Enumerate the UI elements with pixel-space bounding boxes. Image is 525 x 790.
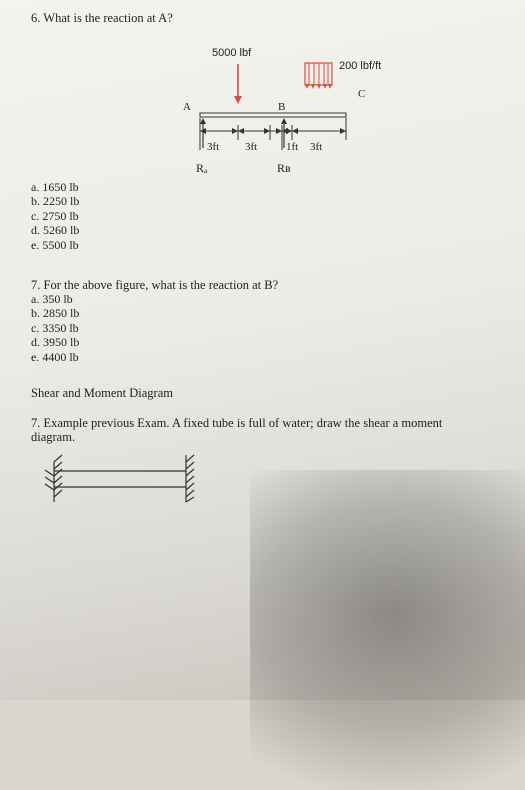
question-7b-line-1: 7. Example previous Exam. A fixed tube is full of water; draw the shear a moment [31,416,443,430]
q6-choice-a[interactable]: a. 1650 lb [31,180,79,194]
q6-choice-b[interactable]: b. 2250 lb [31,194,80,209]
question-6: 6. What is the reaction at A? [31,11,173,25]
dim-label-1: 3ft [207,141,220,153]
point-load-label: 5000 lbf [212,47,252,59]
q6-choice-c[interactable]: c. 2750 lb [31,208,79,223]
reaction-a-label: Rₐ [196,161,208,175]
point-a-label: A [183,101,191,113]
q7-choice-a[interactable]: a. 350 lb [31,292,73,306]
question-7b-line-2: diagram. [31,430,76,444]
distributed-load-label: 200 lbf/ft [339,60,382,72]
point-b-label: B [278,101,286,113]
q7-choice-d[interactable]: d. 3950 lb [31,335,80,350]
section-heading: Shear and Moment Diagram [31,386,173,400]
q7-choice-c[interactable]: c. 3350 lb [31,320,79,335]
dim-label-2: 3ft [245,141,258,153]
reaction-b-label: Rʙ [277,161,291,175]
q7-choice-e[interactable]: e. 4400 lb [31,349,79,364]
dim-label-3: 1ft [286,141,299,153]
q6-choice-e[interactable]: e. 5500 lb [31,237,79,252]
point-c-label: C [358,88,366,100]
question-7: 7. For the above figure, what is the reaction at B? [31,278,279,292]
q6-choice-d[interactable]: d. 5260 lb [31,223,80,238]
dim-label-4: 3ft [310,141,323,153]
q7-choice-b[interactable]: b. 2850 lb [31,306,80,321]
